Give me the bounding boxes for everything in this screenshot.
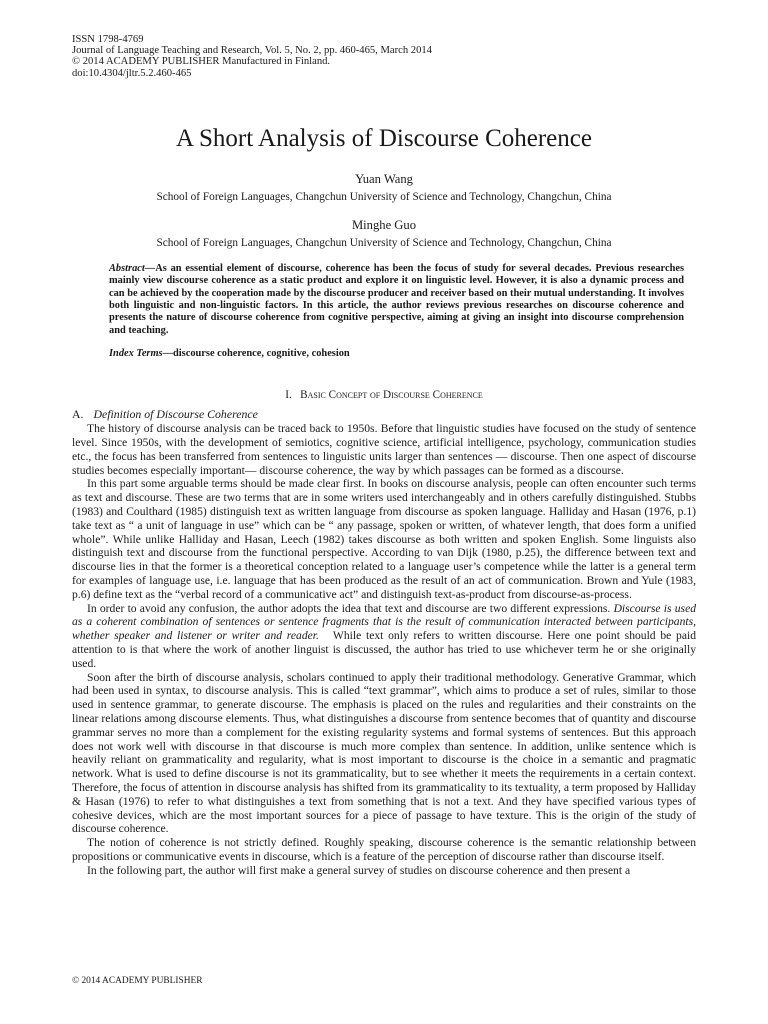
paper-title: A Short Analysis of Discourse Coherence [176,124,592,152]
section-heading [72,388,696,402]
body-paragraph: In the following part, the author will first make a general survey of studies on discourse coherence and then present a [87,863,631,877]
index-terms-label: Index Terms [109,348,163,360]
body-paragraph [72,602,696,671]
paper-page [72,34,696,878]
doi: doi:10.4304/jltr.5.2.460-465 [72,67,192,79]
body-paragraph: Soon after the birth of discourse analysis, scholars continued to apply their traditional methodology. Generative Grammar, which had been used in syntax, to discourse analysis. This is called “text grammar”, which aims to produce a set of rules, similar to those used in sentence grammar, to generate discourse. The emphasis is placed on the rules and regularities and their constraints on the linear relations among discourse elements. Thus, what distinguishes a discourse from sentence becomes that of quantity and discourse grammar serves no more than a complement for the existing regularity systems and formal systems of sentences. But this approach does not work well with discourse in that discourse is much more complex than sentence. In addition, unlike sentence which is heavily reliant on grammaticality and regularity, what is most important to discourse is the choice in a semantic and pragmatic network. What is used to define discourse is not its grammaticality, but to see whether it meets the requirements in a certain context. Therefore, the focus of attention in discourse analysis has shifted from its grammaticality to its textuality, a term proposed by Halliday & Hasan (1976) to refer to what distinguishes a text from something that is not a text. And they have specified various types of cohesive devices, which are the most important sources for a piece of passage to have texture. This is the origin of the study of discourse coherence. [72,670,696,836]
subsection-heading [72,407,696,422]
journal-citation: Journal of Language Teaching and Research, Vol. 5, No. 2, pp. 460-465, March 2014 [72,45,432,57]
section-number: I. [285,389,292,402]
body-paragraph: In this part some arguable terms should be made clear first. In books on discourse analysis, people can often encounter such terms as text and discourse. These are two terms that are in some writers used interchangeably and in others carefully distinguished. Stubbs (1983) and Coulthard (1985) distinguish text as written language from discourse as spoken language. Halliday and Hasan (1976, p.1) take text as “ a unit of language in use” which can be “ any passage, spoken or written, of whatever length, that does form a unified whole”. While unlike Halliday and Hasan, Leech (1982) takes discourse as both written and spoken English. Some linguists also distinguish text and discourse from the functional perspective. According to van Dijk (1980, p.25), the difference between text and discourse lies in that the former is a theoretical conception related to a language user’s competence while the latter is a general term for examples of language use, i.e. language that has been produced as the result of an act of communication. Brown and Yule (1983, p.6) define text as the “verbal record of a communicative act” and distinguish text-as-product from discourse-as-process. [72,477,696,601]
author-name: Yuan Wang [355,171,413,186]
index-terms-text: —discourse coherence, cognitive, cohesion [162,348,350,360]
page-footer: © 2014 ACADEMY PUBLISHER [72,976,203,986]
definition-text: Discourse is used as a coherent combination of sentences or sentence fragments that is the result of communication interacted between participants, whether speaker and listener or writer and reader. [72,601,697,643]
issn: ISSN 1798-4769 [72,34,144,45]
subsection-number: A. [72,407,84,422]
author-name: Minghe Guo [351,217,416,232]
abstract-label: Abstract [109,262,145,274]
abstract [109,263,684,337]
index-terms [109,348,684,360]
paragraph-text: While text only refers to written discourse. Here one point should be paid attention to is that where the work of another linguist is discussed, the author has tried to use whichever term he or she originally used. [72,629,696,670]
subsection-title: Definition of Discourse Coherence [93,407,258,422]
author-affiliation: School of Foreign Languages, Changchun University of Science and Technology, Changchun, China [156,190,612,203]
author-affiliation: School of Foreign Languages, Changchun University of Science and Technology, Changchun, China [156,236,612,249]
abstract-text: —As an essential element of discourse, coherence has been the focus of study for several decades. Previous researches mainly view discourse coherence as a static product and explore it on linguistic level. However, it is also a dynamic process and can be achieved by the cooperation made by the discourse producer and receiver based on their mutual understanding. It involves both linguistic and non-linguistic factors. In this article, the author reviews previous researches on discourse coherence and presents the nature of discourse coherence from cognitive perspective, aiming at giving an insight into discourse comprehension and teaching. [109,262,684,336]
body-paragraph: The history of discourse analysis can be traced back to 1950s. Before that linguistic studies have focused on the study of sentence level. Since 1950s, with the development of semiotics, cognitive science, artificial intelligence, psychology, communication studies etc., the focus has been transferred from sentences to linguistic units larger than sentences — discourse. Then one aspect of discourse studies becomes especially important— discourse coherence, the way by which passages can be formed as a discourse. [72,422,696,477]
section-title: Basic Concept of Discourse Coherence [300,389,483,402]
copyright-line: © 2014 ACADEMY PUBLISHER Manufactured in Finland. [72,56,331,68]
body-paragraph: The notion of coherence is not strictly defined. Roughly speaking, discourse coherence is the semantic relationship between propositions or communicative events in discourse, which is a feature of the perception of discourse rather than discourse itself. [72,836,696,863]
paragraph-text: In order to avoid any confusion, the author adopts the idea that text and discourse are two different expressions. [87,601,611,615]
